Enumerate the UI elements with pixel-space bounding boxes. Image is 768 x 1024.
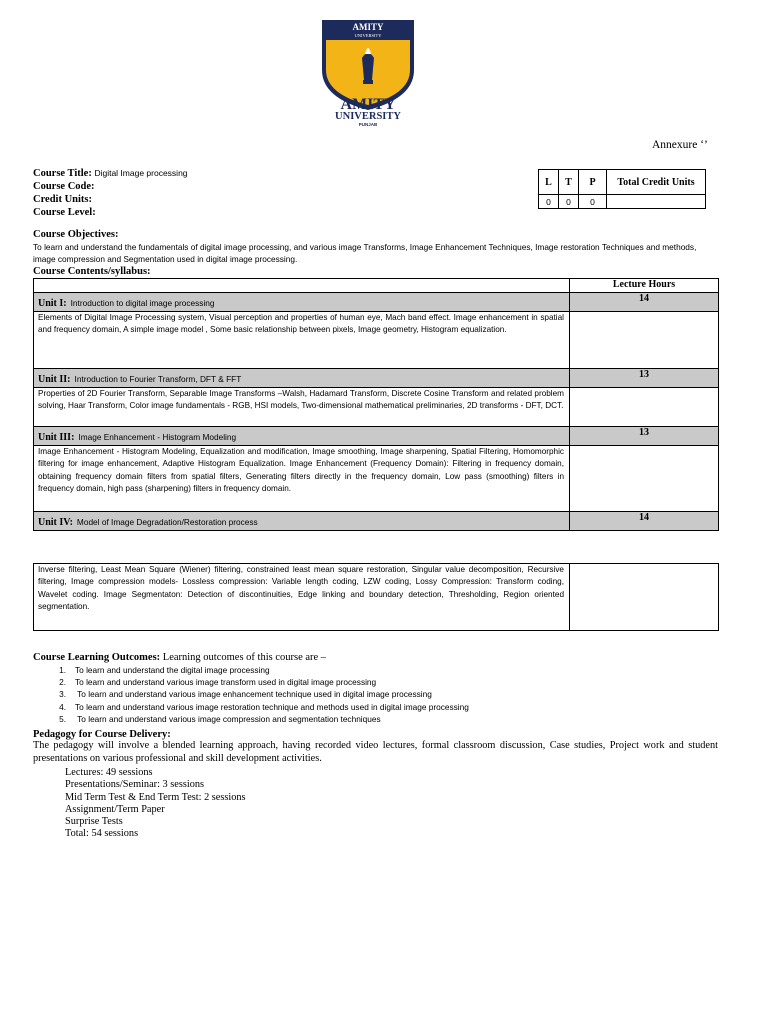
course-title-value: Digital Image processing bbox=[94, 168, 188, 178]
list-item: Presentations/Seminar: 3 sessions bbox=[65, 779, 204, 791]
outcomes-intro: Learning outcomes of this course are – bbox=[162, 652, 327, 663]
ltp-value-p: 0 bbox=[579, 195, 607, 209]
list-item: Assignment/Term Paper bbox=[65, 803, 165, 815]
syllabus-table-continued bbox=[33, 563, 719, 631]
unit-description-row bbox=[34, 312, 719, 369]
unit-hours: 13 bbox=[570, 369, 719, 388]
unit-hours-blank bbox=[570, 446, 719, 512]
ltp-value-l: 0 bbox=[539, 195, 559, 209]
logo-wordmark: AMITY bbox=[340, 96, 396, 113]
unit-description: Properties of 2D Fourier Transform, Separable Image Transforms –Walsh, Hadamard Transform, Discrete Cosine Transform and related problem solving, Haar Transform, Color image fundamentals - RGB, HSI models, Two-dimensional mathematical preliminaries, 2D transforms - DFT, DCT. bbox=[38, 389, 564, 411]
annexure-label: Annexure ‘’ bbox=[652, 139, 708, 151]
ltp-value-t: 0 bbox=[559, 195, 579, 209]
pedagogy bbox=[33, 729, 718, 765]
outcomes-heading: Course Learning Outcomes: bbox=[33, 652, 161, 663]
session-list bbox=[65, 767, 246, 841]
contents-heading: Course Contents/syllabus: bbox=[33, 266, 151, 277]
unit-name: Introduction to digital image processing bbox=[70, 298, 215, 308]
unit-hours-blank bbox=[570, 312, 719, 369]
unit-row bbox=[34, 512, 719, 531]
syllabus-table bbox=[33, 278, 719, 531]
list-item: 3. To learn and understand various image enhancement technique used in digital image processing bbox=[59, 689, 432, 700]
list-item: Mid Term Test & End Term Test: 2 sessions bbox=[65, 791, 246, 803]
unit-hours: 14 bbox=[570, 512, 719, 531]
logo-shield-subtext: UNIVERSITY bbox=[354, 33, 382, 38]
pedagogy-text: The pedagogy will involve a blended learning approach, having recorded video lectures, formal classroom discussion, Case studies, Project work and student presentations on various professional and skill development activities. bbox=[33, 740, 718, 764]
unit-name: Image Enhancement - Histogram Modeling bbox=[78, 432, 237, 442]
unit-row bbox=[34, 427, 719, 446]
outcomes-list bbox=[33, 664, 723, 725]
unit-name: Model of Image Degradation/Restoration process bbox=[76, 517, 258, 527]
list-item: 1. To learn and understand the digital image processing bbox=[59, 665, 270, 675]
unit-label: Unit III: bbox=[38, 432, 75, 443]
list-item: 4. To learn and understand various image restoration technique and methods used in digital image processing bbox=[59, 701, 469, 712]
objectives-text: To learn and understand the fundamentals of digital image processing, and various image Transforms, Image Enhancement Techniques, Image restoration Techniques and methods, image compression and Segmentation used in digital image processing. bbox=[33, 242, 697, 264]
ltp-table bbox=[538, 169, 706, 209]
unit-description: Inverse filtering, Least Mean Square (Wiener) filtering, constrained least mean square restoration, Singular value decomposition, Recursive filtering, Image compression models- Lossless compression: Variable length coding, LZW coding, Lossy Compression: Transform coding, Wavelet coding. Image Segmentaton: Detection of discontinuities, Edge linking and boundary detection, Thresholding, Region oriented segmentation. bbox=[38, 565, 564, 612]
unit-row bbox=[34, 293, 719, 312]
ltp-header-t: T bbox=[559, 170, 579, 195]
course-meta bbox=[33, 167, 188, 219]
unit-hours-blank bbox=[570, 388, 719, 427]
ltp-header-p: P bbox=[579, 170, 607, 195]
unit-hours: 13 bbox=[570, 427, 719, 446]
unit-description-row bbox=[34, 388, 719, 427]
unit-label: Unit I: bbox=[38, 298, 67, 309]
list-item: Lectures: 49 sessions bbox=[65, 767, 153, 778]
unit-hours: 14 bbox=[570, 293, 719, 312]
credit-units-label: Credit Units: bbox=[33, 194, 93, 205]
unit-description: Image Enhancement - Histogram Modeling, Equalization and modification, Image smoothing, Image sharpening, Spatial Filtering, Homomorphic filtering for image enhancement, Adaptive Histogram Equalization. Image Enhancement (Frequency Domain): Filtering in frequency domain, obtaining frequency domain filters from spatial filters, Generating filters directly in the frequency domain, Low pass (smoothing) filters in frequency domain, high pass (sharpening) filters in frequency domain. bbox=[38, 447, 564, 494]
unit-name: Introduction to Fourier Transform, DFT & FFT bbox=[74, 374, 242, 384]
pedagogy-heading: Pedagogy for Course Delivery: bbox=[33, 729, 171, 740]
list-item: 2. To learn and understand various image transform used in digital image processing bbox=[59, 677, 377, 688]
unit-label: Unit II: bbox=[38, 374, 71, 385]
learning-outcomes bbox=[33, 652, 723, 725]
objectives-heading: Course Objectives: bbox=[33, 229, 119, 240]
list-item: Surprise Tests bbox=[65, 816, 123, 828]
logo-wordmark-sub: UNIVERSITY bbox=[335, 111, 401, 122]
course-objectives bbox=[33, 229, 718, 265]
ltp-header-total: Total Credit Units bbox=[607, 170, 706, 195]
unit-description-row bbox=[34, 446, 719, 512]
unit-description: Elements of Digital Image Processing system, Visual perception and properties of human eye, Mach band effect. Image enhancement in spatial and frequency domain, A simple image model , Some basic relationship between pixels, Image geometry, Histogram equalization. bbox=[38, 313, 564, 335]
course-title-label: Course Title: bbox=[33, 168, 92, 179]
logo-shield-text: AMITY bbox=[352, 22, 384, 32]
unit-description-row bbox=[34, 564, 719, 631]
ltp-value-total bbox=[607, 195, 706, 209]
list-item: Total: 54 sessions bbox=[65, 828, 139, 840]
unit-label: Unit IV: bbox=[38, 517, 73, 528]
ltp-header-l: L bbox=[539, 170, 559, 195]
unit-row bbox=[34, 369, 719, 388]
syllabus-header-blank bbox=[34, 279, 570, 293]
unit-hours-blank bbox=[570, 564, 719, 631]
logo-campus: PUNJAB bbox=[358, 122, 378, 127]
course-level-label: Course Level: bbox=[33, 207, 96, 218]
lecture-hours-header: Lecture Hours bbox=[570, 279, 719, 293]
course-code-label: Course Code: bbox=[33, 181, 95, 192]
list-item: 5. To learn and understand various image compression and segmentation techniques bbox=[59, 713, 381, 724]
university-logo bbox=[318, 18, 418, 130]
